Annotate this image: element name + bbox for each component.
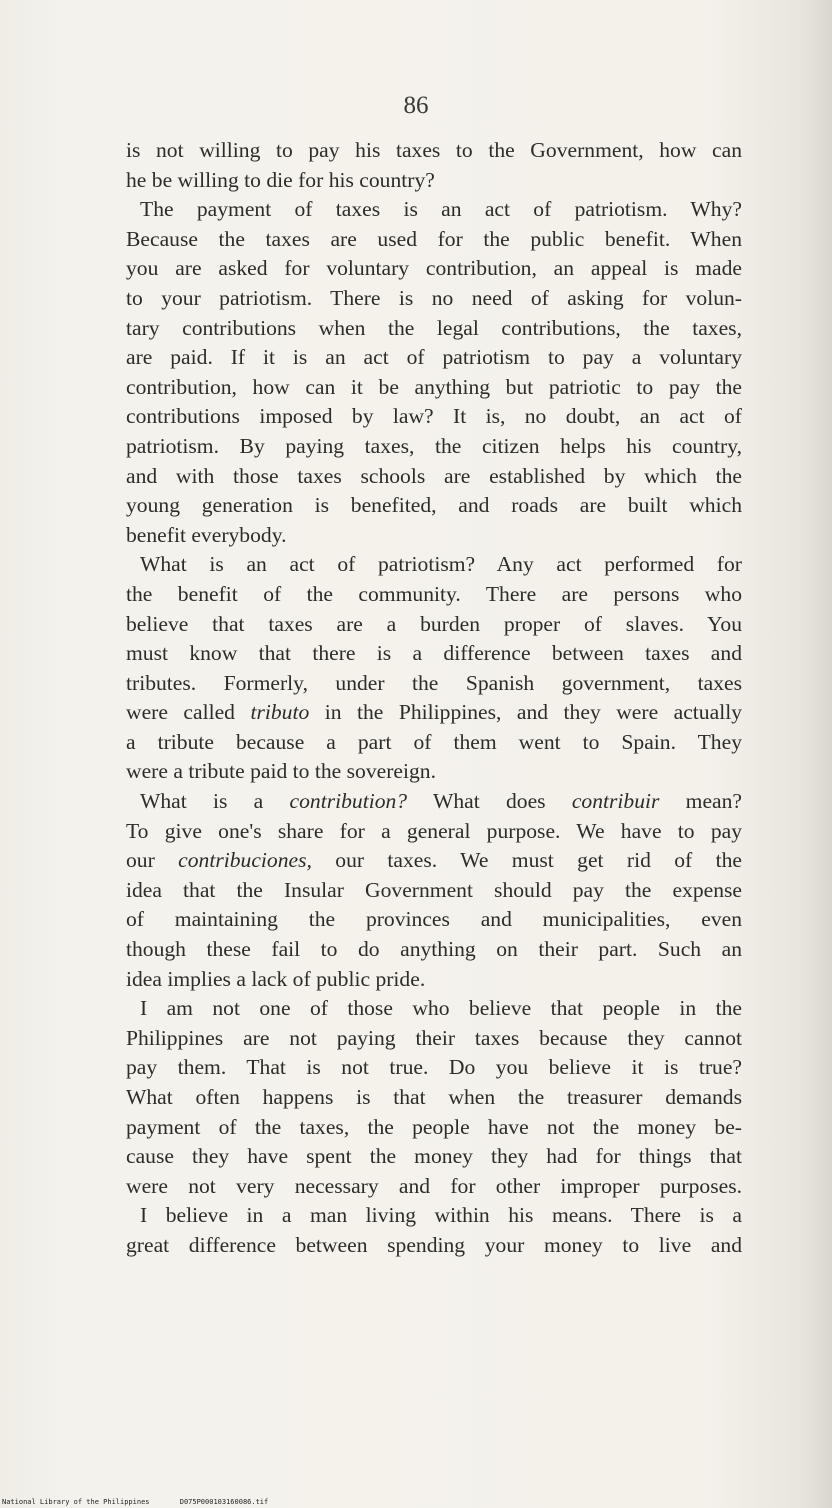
text-line: What is a contribution? What does contribuir mean? [140, 789, 742, 814]
text-line: I believe in a man living within his means. There is a [140, 1203, 742, 1228]
text-line: What is an act of patriotism? Any act performed for [140, 552, 742, 577]
text-line: a tribute because a part of them went to Spain. They [126, 729, 742, 754]
text-line: payment of the taxes, the people have not the money be- [126, 1114, 742, 1139]
scan-footer [2, 1498, 294, 1506]
footer-file-id: D075P000103160086.tif [179, 1498, 269, 1506]
text-line: The payment of taxes is an act of patriotism. Why? [140, 197, 742, 222]
text-line: contributions imposed by law? It is, no doubt, an act of [126, 404, 742, 429]
text-line: idea that the Insular Government should pay the expense [126, 877, 742, 902]
text-line: tary contributions when the legal contributions, the taxes, [126, 315, 742, 340]
text-line: of maintaining the provinces and municipalities, even [126, 907, 742, 932]
text-line: Philippines are not paying their taxes because they cannot [126, 1025, 742, 1050]
text-line: To give one's share for a general purpose. We have to pay [126, 818, 742, 843]
text-line: were not very necessary and for other improper purposes. [126, 1173, 742, 1198]
text-line: tributes. Formerly, under the Spanish government, taxes [126, 670, 742, 695]
body-text [126, 136, 742, 1261]
text-line: young generation is benefited, and roads are built which [126, 493, 742, 518]
text-line: were called tributo in the Philippines, and they were actually [126, 700, 742, 725]
text-line: contribution, how can it be anything but patriotic to pay the [126, 374, 742, 399]
text-line: pay them. That is not true. Do you believe it is true? [126, 1055, 742, 1080]
text-line: though these fail to do anything on their part. Such an [126, 937, 742, 962]
text-line: What often happens is that when the treasurer demands [126, 1085, 742, 1109]
text-line: idea implies a lack of public pride. [126, 966, 426, 991]
text-line: I am not one of those who believe that people in the [140, 996, 742, 1021]
text-line: are paid. If it is an act of patriotism to pay a voluntary [126, 345, 742, 370]
text-line: benefit everybody. [126, 522, 287, 547]
text-line: patriotism. By paying taxes, the citizen helps his country, [126, 433, 742, 458]
text-line: great difference between spending your money to live and [126, 1232, 742, 1257]
text-line: Because the taxes are used for the public benefit. When [126, 226, 742, 251]
text-line: to your patriotism. There is no need of asking for volun- [126, 285, 742, 310]
text-line: believe that taxes are a burden proper of slaves. You [126, 611, 742, 636]
text-line: our contribuciones, our taxes. We must get rid of the [126, 848, 742, 873]
text-line: is not willing to pay his taxes to the Government, how can [126, 138, 742, 162]
footer-library: National Library of the Philippines [2, 1498, 150, 1506]
text-line: you are asked for voluntary contribution, an appeal is made [126, 256, 742, 281]
text-line: cause they have spent the money they had for things that [126, 1144, 742, 1169]
text-line: were a tribute paid to the sovereign. [126, 759, 436, 784]
text-line: and with those taxes schools are established by which the [126, 463, 742, 488]
text-line: he be willing to die for his country? [126, 167, 435, 192]
text-line: must know that there is a difference between taxes and [126, 641, 742, 666]
text-line: the benefit of the community. There are persons who [126, 581, 742, 606]
page-number: 86 [403, 92, 429, 119]
